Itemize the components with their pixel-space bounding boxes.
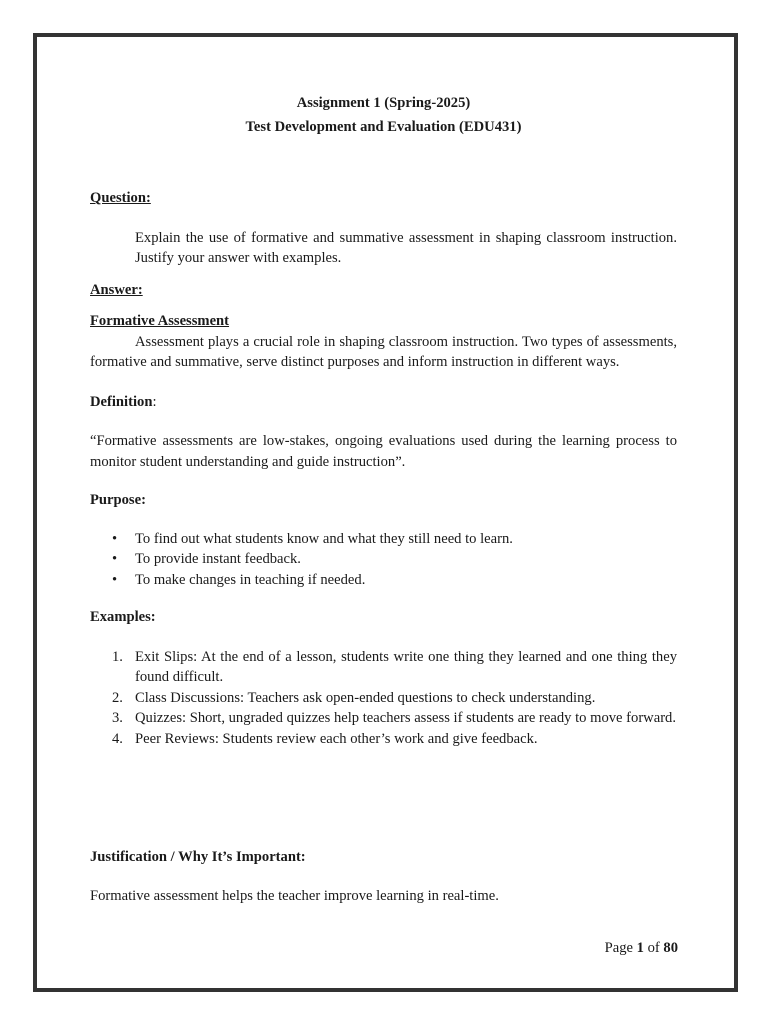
- definition-colon: :: [152, 393, 157, 410]
- examples-heading: Examples:: [90, 609, 156, 625]
- example-number: 2.: [112, 689, 123, 706]
- purpose-heading: Purpose:: [90, 492, 146, 508]
- page-number-footer: [605, 940, 678, 957]
- justification-text: Formative assessment helps the teacher improve learning in real-time.: [90, 887, 499, 904]
- example-number: 1.: [112, 648, 123, 665]
- example-number: 3.: [112, 710, 123, 726]
- document-body: [90, 90, 677, 906]
- current-page-number: 1: [636, 940, 644, 956]
- example-list-item: [90, 708, 677, 729]
- question-heading: Question:: [90, 190, 151, 206]
- example-text: Peer Reviews: Students review each other’s work and give feedback.: [135, 730, 538, 747]
- purpose-list-item: [90, 570, 677, 591]
- example-list-item: [90, 688, 677, 709]
- bullet-icon: •: [112, 571, 118, 588]
- formative-assessment-heading: Formative Assessment: [90, 313, 230, 329]
- assignment-title: Assignment 1 (Spring-2025): [296, 95, 471, 111]
- examples-list: [90, 647, 677, 750]
- purpose-item-text: To provide instant feedback.: [135, 551, 301, 567]
- purpose-list-item: [90, 529, 677, 550]
- example-text: Exit Slips: At the end of a lesson, students write one thing they learned and one thing they found difficult.: [135, 648, 677, 685]
- total-pages-number: 80: [663, 940, 678, 956]
- definition-label: Definition: [90, 393, 153, 410]
- example-text: Class Discussions: Teachers ask open-ended questions to check understanding.: [135, 689, 596, 706]
- purpose-item-text: To make changes in teaching if needed.: [135, 571, 366, 588]
- example-list-item: [90, 647, 677, 688]
- answer-heading: Answer:: [90, 281, 143, 298]
- page-word: Page: [604, 940, 633, 956]
- definition-text: “Formative assessments are low-stakes, ongoing evaluations used during the learning process to monitor student understanding and guide instruction”.: [90, 433, 677, 470]
- purpose-list-item: [90, 549, 677, 570]
- course-title: Test Development and Evaluation (EDU431): [245, 118, 522, 135]
- definition-heading: [90, 392, 677, 413]
- example-text: Quizzes: Short, ungraded quizzes help teachers assess if students are ready to move forward.: [135, 710, 677, 726]
- bullet-icon: •: [112, 551, 118, 567]
- question-text: Explain the use of formative and summative assessment in shaping classroom instruction. Justify your answer with examples.: [135, 229, 677, 266]
- purpose-list: [90, 529, 677, 591]
- formative-intro-paragraph: Assessment plays a crucial role in shaping classroom instruction. Two types of assessments, formative and summative, serve distinct purposes and inform instruction in different ways.: [90, 333, 677, 370]
- purpose-item-text: To find out what students know and what they still need to learn.: [135, 530, 513, 547]
- of-word: of: [647, 940, 660, 956]
- example-list-item: [90, 729, 677, 750]
- example-number: 4.: [112, 730, 123, 747]
- bullet-icon: •: [112, 530, 118, 547]
- justification-heading: Justification / Why It’s Important:: [90, 849, 306, 865]
